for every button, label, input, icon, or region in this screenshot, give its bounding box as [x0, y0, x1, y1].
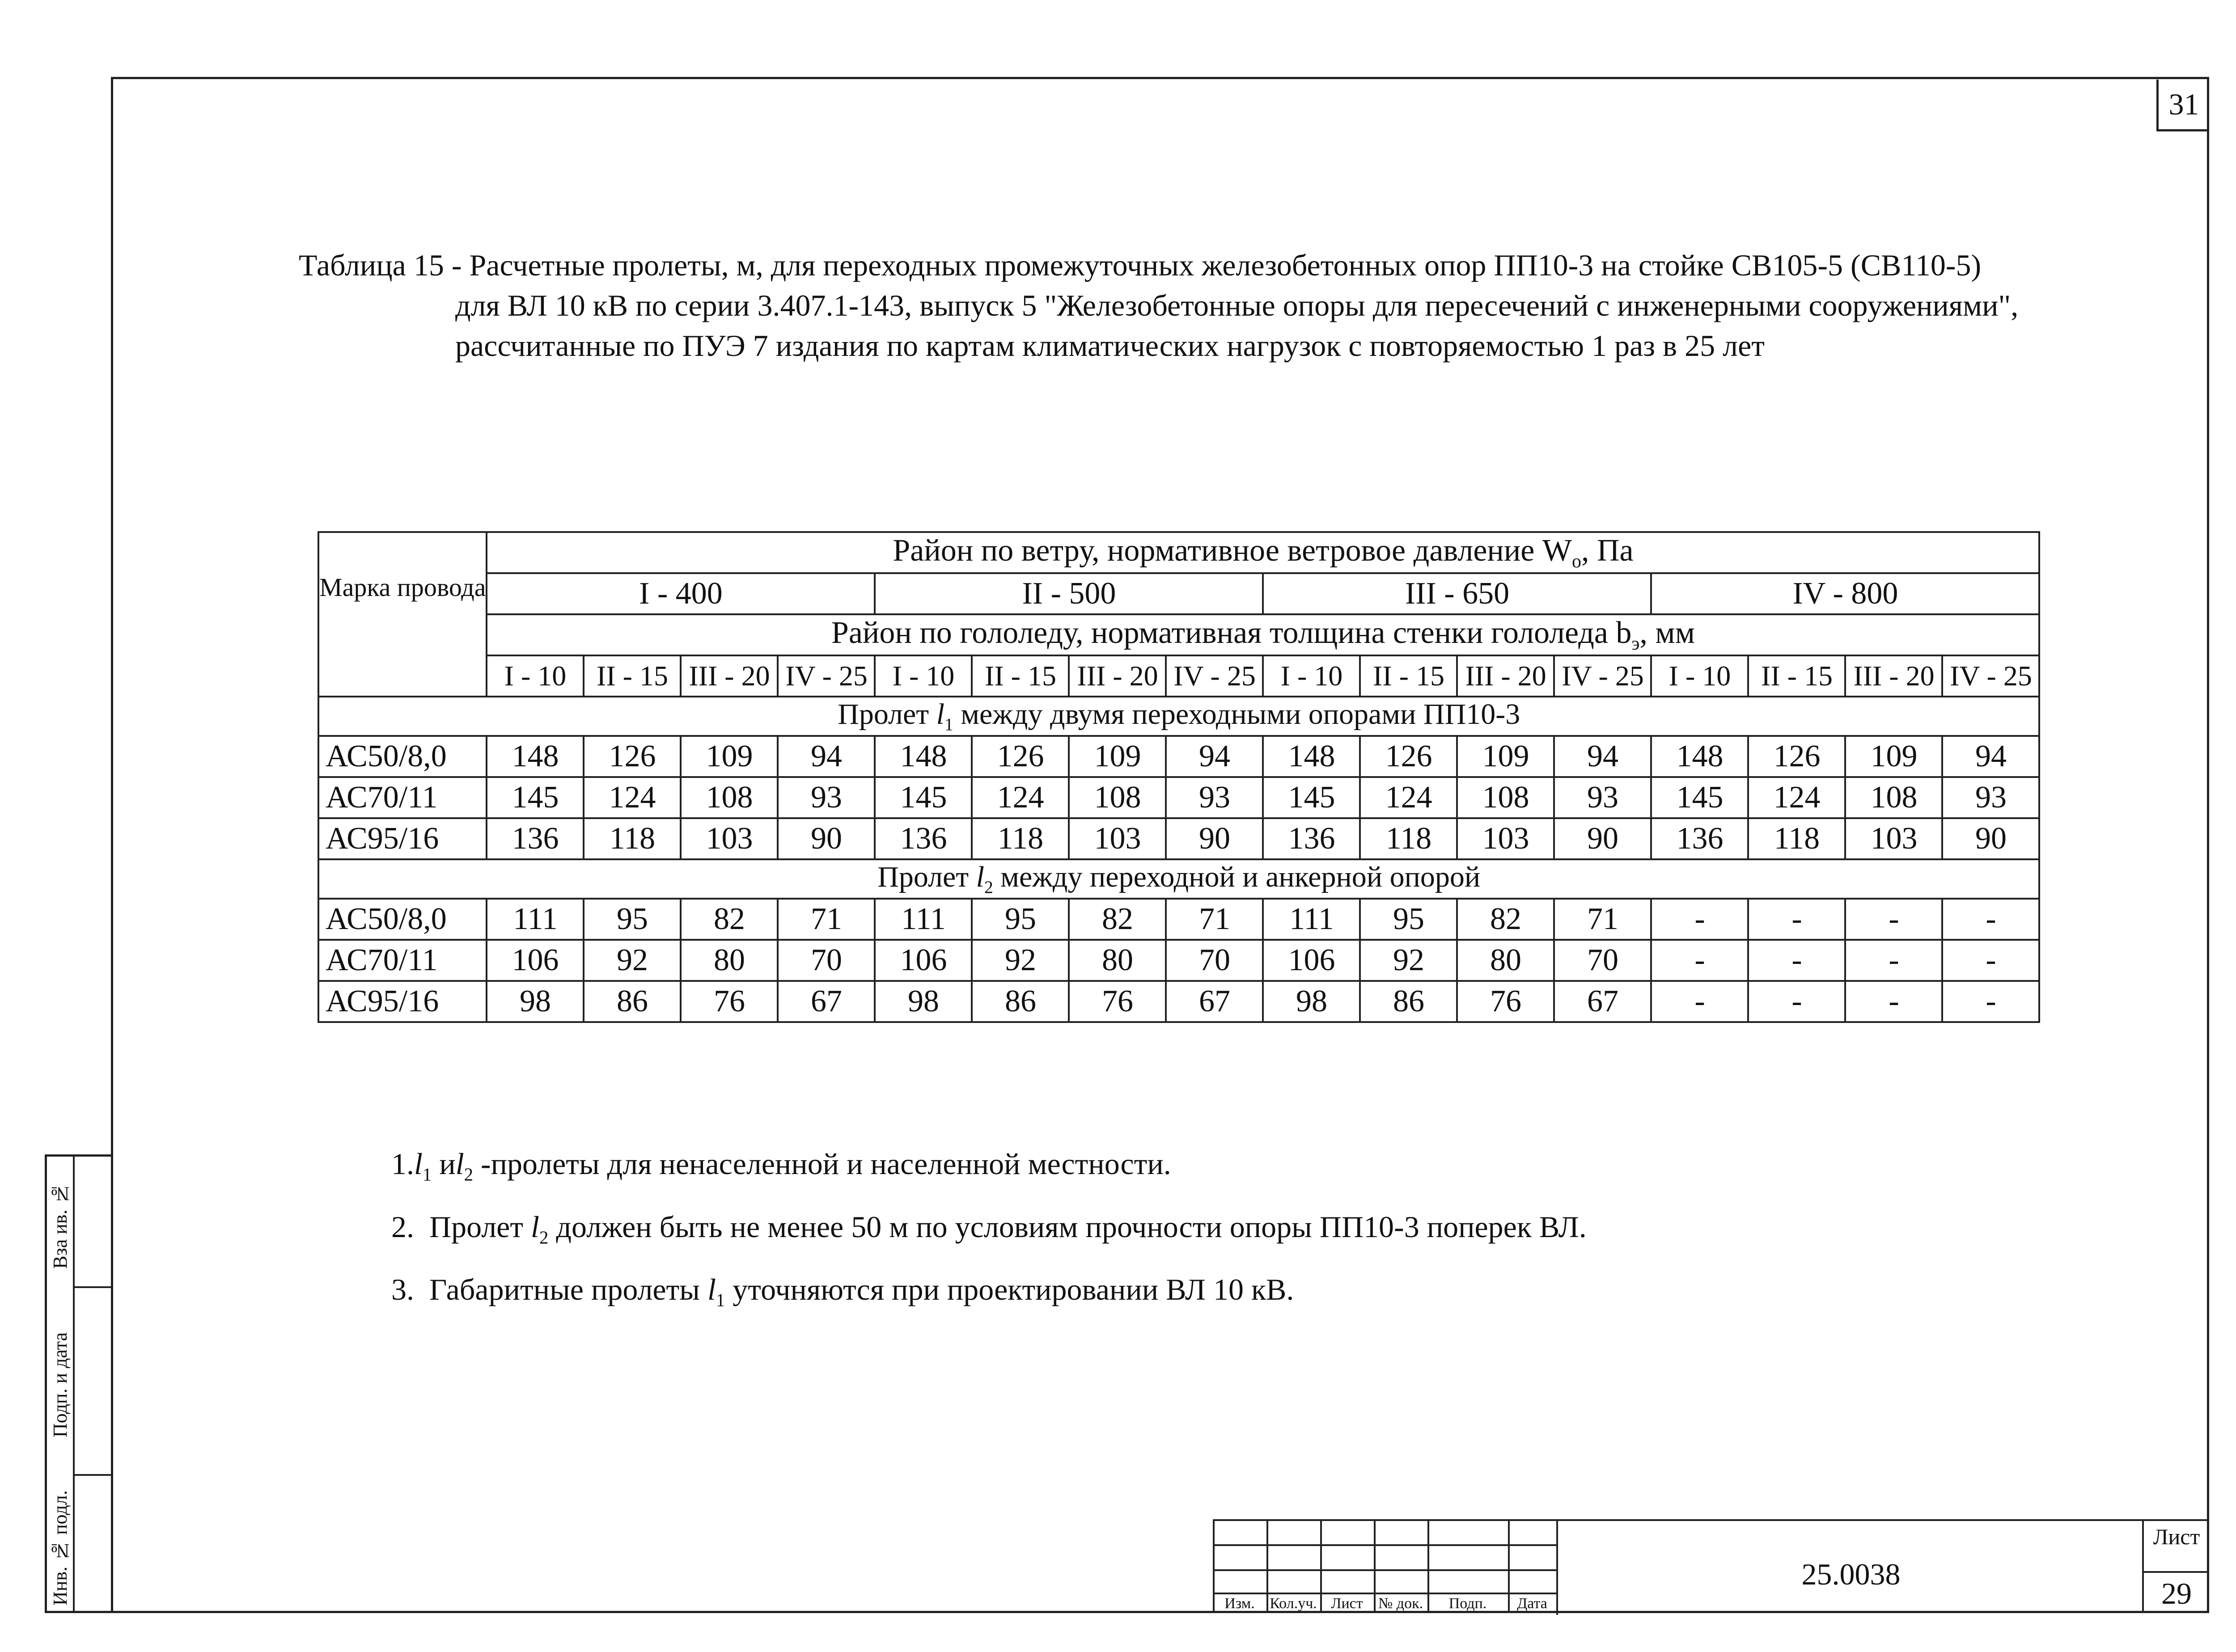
span-value: 80: [681, 940, 778, 981]
mark-header: Марка провода: [318, 532, 487, 697]
span-value: 82: [681, 899, 778, 940]
sheet-box: [2142, 1519, 2209, 1613]
span-value: -: [1651, 899, 1748, 940]
span-value: 148: [1651, 736, 1748, 777]
side-stamp: [45, 1154, 111, 1613]
span-value: -: [1845, 981, 1942, 1022]
section-2-title: Пролет $l_2$ между переходной и анкерной опорой: [318, 859, 2039, 899]
span-value: 67: [1554, 981, 1651, 1022]
span-value: -: [1942, 981, 2039, 1022]
note-3: 3. Габаритные пролеты $l_1$ уточняются при проектировании ВЛ 10 кВ.: [391, 1272, 1294, 1310]
section-1-title: Пролет $l_1$ между двумя переходными опорами ПП10-3: [318, 697, 2039, 736]
span-value: 92: [972, 940, 1069, 981]
span-value: 148: [875, 736, 972, 777]
span-value: 86: [972, 981, 1069, 1022]
span-value: 103: [1845, 818, 1942, 859]
side-stamp-divider: [73, 1157, 75, 1611]
header-row-ice: [318, 614, 2039, 655]
ice-region: III - 20: [1845, 655, 1942, 697]
span-value: 71: [778, 899, 875, 940]
table-row: [318, 981, 2039, 1022]
span-value: 94: [1554, 736, 1651, 777]
section-row-1: [318, 697, 2039, 736]
ice-region: I - 10: [875, 655, 972, 697]
span-value: 109: [1457, 736, 1554, 777]
span-value: 94: [1166, 736, 1263, 777]
span-value: 71: [1554, 899, 1651, 940]
span-value: 76: [1457, 981, 1554, 1022]
span-value: 136: [875, 818, 972, 859]
ice-region: IV - 25: [1942, 655, 2039, 697]
ice-region: I - 10: [487, 655, 584, 697]
span-value: 145: [1651, 777, 1748, 818]
caption-line-3: рассчитанные по ПУЭ 7 издания по картам климатических нагрузок с повторяемостью 1 раз в 25 лет: [455, 329, 1765, 363]
span-value: 111: [875, 899, 972, 940]
table-row: [318, 818, 2039, 859]
wire-mark: АС50/8,0: [318, 736, 487, 777]
span-value: 80: [1069, 940, 1166, 981]
span-value: 145: [487, 777, 584, 818]
note-1: $1.l_1$ $иl_2$ -пролеты для ненаселенной и населенной местности.: [391, 1147, 1171, 1185]
side-label-inv: Инв. № подл.: [49, 1490, 71, 1606]
ice-region: III - 20: [1069, 655, 1166, 697]
ice-region: II - 15: [1360, 655, 1457, 697]
col-list: Лист: [1331, 1595, 1363, 1612]
span-value: 70: [1166, 940, 1263, 981]
span-value: -: [1942, 940, 2039, 981]
span-value: 95: [972, 899, 1069, 940]
title-block-labels: [1213, 1594, 1556, 1613]
table-row: [318, 736, 2039, 777]
span-value: 109: [1845, 736, 1942, 777]
span-value: 90: [1554, 818, 1651, 859]
document-code: 25.0038: [1801, 1557, 1901, 1591]
span-value: 109: [1069, 736, 1166, 777]
span-value: 95: [1360, 899, 1457, 940]
wind-region: III - 650: [1263, 573, 1651, 614]
wire-mark: АС95/16: [318, 818, 487, 859]
span-value: 90: [1942, 818, 2039, 859]
span-value: 94: [778, 736, 875, 777]
span-value: 124: [1360, 777, 1457, 818]
span-value: 136: [487, 818, 584, 859]
span-value: -: [1651, 940, 1748, 981]
sheet-number: 31: [2156, 80, 2209, 131]
span-value: 103: [1069, 818, 1166, 859]
ice-region: II - 15: [1748, 655, 1845, 697]
span-value: 98: [875, 981, 972, 1022]
document-code-cell: [1556, 1519, 2144, 1615]
col-podp: Подп.: [1448, 1595, 1487, 1612]
table-row: [318, 777, 2039, 818]
ice-region: II - 15: [584, 655, 681, 697]
span-value: 108: [1845, 777, 1942, 818]
ice-region: III - 20: [681, 655, 778, 697]
span-value: 90: [1166, 818, 1263, 859]
span-value: 86: [584, 981, 681, 1022]
col-doc: № док.: [1378, 1595, 1423, 1612]
wind-region: IV - 800: [1651, 573, 2039, 614]
span-value: 126: [1748, 736, 1845, 777]
wire-mark: АС95/16: [318, 981, 487, 1022]
span-value: 76: [681, 981, 778, 1022]
span-value: 136: [1651, 818, 1748, 859]
span-value: 126: [584, 736, 681, 777]
span-value: 67: [1166, 981, 1263, 1022]
span-value: -: [1942, 899, 2039, 940]
span-value: 94: [1942, 736, 2039, 777]
side-label-vzam: Вза ив. №: [49, 1183, 71, 1269]
wire-mark: АС70/11: [318, 940, 487, 981]
span-value: 124: [1748, 777, 1845, 818]
span-value: 98: [1263, 981, 1360, 1022]
span-value: 67: [778, 981, 875, 1022]
side-stamp-line: [73, 1474, 111, 1476]
span-value: -: [1845, 899, 1942, 940]
span-value: 118: [1360, 818, 1457, 859]
table-caption: [299, 245, 2177, 366]
span-value: 98: [487, 981, 584, 1022]
sheet-box-number: 29: [2144, 1571, 2209, 1617]
notes: [391, 1138, 1587, 1327]
ice-region: II - 15: [972, 655, 1069, 697]
span-value: 126: [972, 736, 1069, 777]
span-value: 145: [875, 777, 972, 818]
sheet-label: Лист: [2153, 1524, 2200, 1549]
spans-table-wrapper: [318, 531, 2040, 1023]
span-value: 80: [1457, 940, 1554, 981]
span-value: 111: [1263, 899, 1360, 940]
span-value: -: [1748, 899, 1845, 940]
wind-region: II - 500: [875, 573, 1263, 614]
ice-region: I - 10: [1651, 655, 1748, 697]
ice-header: Район по гололеду, нормативная толщина стенки гололеда $b_э$, мм: [487, 614, 2039, 655]
span-value: 76: [1069, 981, 1166, 1022]
span-value: 108: [1457, 777, 1554, 818]
ice-region: III - 20: [1457, 655, 1554, 697]
span-value: -: [1651, 981, 1748, 1022]
span-value: -: [1748, 940, 1845, 981]
ice-region: IV - 25: [778, 655, 875, 697]
side-label-podp: Подп. и дата: [49, 1332, 71, 1437]
span-value: 148: [487, 736, 584, 777]
span-value: 118: [584, 818, 681, 859]
ice-region: IV - 25: [1166, 655, 1263, 697]
col-kol: Кол.уч.: [1270, 1595, 1317, 1612]
span-value: 90: [778, 818, 875, 859]
header-row-wind: [318, 532, 2039, 573]
span-value: 71: [1166, 899, 1263, 940]
wire-mark: АС70/11: [318, 777, 487, 818]
col-izm: Изм.: [1224, 1595, 1255, 1612]
span-value: 95: [584, 899, 681, 940]
span-value: 109: [681, 736, 778, 777]
span-value: 70: [1554, 940, 1651, 981]
note-2: 2. Пролет $l_2$ должен быть не менее 50 м по условиям прочности опоры ПП10-3 поперек ВЛ.: [391, 1209, 1587, 1248]
wind-region: I - 400: [487, 573, 875, 614]
table-row: [318, 899, 2039, 940]
span-value: 92: [584, 940, 681, 981]
span-value: 108: [681, 777, 778, 818]
span-value: -: [1748, 981, 1845, 1022]
span-value: 106: [875, 940, 972, 981]
table-row: [318, 940, 2039, 981]
span-value: 136: [1263, 818, 1360, 859]
header-row-wind-regions: [318, 573, 2039, 614]
ice-region: I - 10: [1263, 655, 1360, 697]
side-stamp-line: [73, 1286, 111, 1288]
span-value: 70: [778, 940, 875, 981]
span-value: 108: [1069, 777, 1166, 818]
span-value: 82: [1457, 899, 1554, 940]
span-value: -: [1845, 940, 1942, 981]
span-value: 93: [1942, 777, 2039, 818]
span-value: 126: [1360, 736, 1457, 777]
span-value: 93: [1554, 777, 1651, 818]
span-value: 145: [1263, 777, 1360, 818]
caption-line-1: Таблица 15 - Расчетные пролеты, м, для переходных промежуточных железобетонных опор ПП10-3 на стойке СВ105-5 (СВ110-5): [299, 248, 1982, 282]
span-value: 118: [1748, 818, 1845, 859]
span-value: 124: [972, 777, 1069, 818]
span-value: 93: [1166, 777, 1263, 818]
span-value: 86: [1360, 981, 1457, 1022]
span-value: 92: [1360, 940, 1457, 981]
span-value: 124: [584, 777, 681, 818]
span-value: 148: [1263, 736, 1360, 777]
span-value: 106: [1263, 940, 1360, 981]
span-value: 118: [972, 818, 1069, 859]
col-data: Дата: [1517, 1595, 1547, 1612]
wind-header: Район по ветру, нормативное ветровое давление $W_o$, Па: [487, 532, 2039, 573]
wire-mark: АС50/8,0: [318, 899, 487, 940]
span-value: 103: [1457, 818, 1554, 859]
span-value: 93: [778, 777, 875, 818]
span-value: 103: [681, 818, 778, 859]
header-row-ice-regions: [318, 655, 2039, 697]
span-value: 82: [1069, 899, 1166, 940]
span-value: 106: [487, 940, 584, 981]
section-row-2: [318, 859, 2039, 899]
caption-line-2: для ВЛ 10 кВ по серии 3.407.1-143, выпуск 5 "Железобетонные опоры для пересечений с инженерными сооружениями",: [455, 288, 2019, 322]
spans-table: [318, 531, 2040, 1023]
span-value: 111: [487, 899, 584, 940]
ice-region: IV - 25: [1554, 655, 1651, 697]
